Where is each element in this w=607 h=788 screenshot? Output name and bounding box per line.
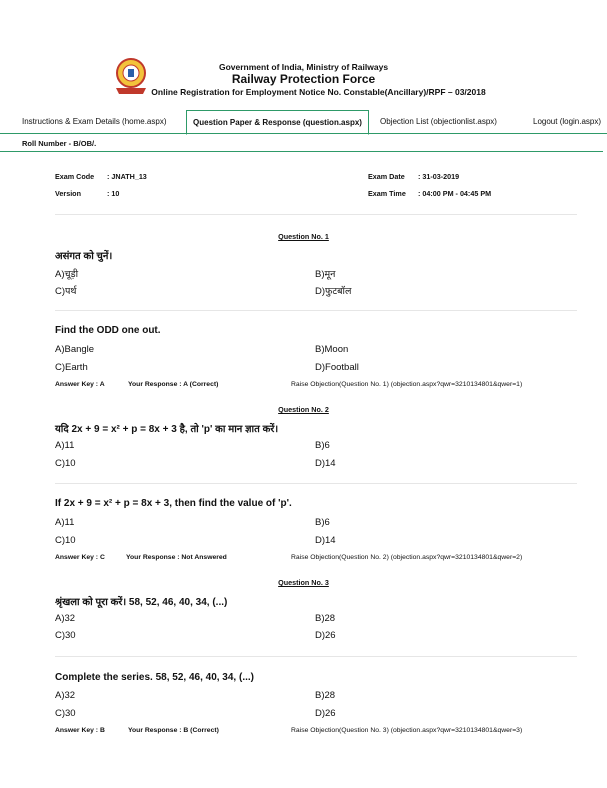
option-c: C)Earth [55, 362, 88, 373]
exam-time-label: Exam Time [368, 189, 406, 198]
answer-key: Answer Key : B [55, 727, 105, 734]
question-text-hindi: यदि 2x + 9 = x² + p = 8x + 3 है, तो 'p' का मान ज्ञात करें। [55, 424, 279, 435]
question-number: Question No. 3 [278, 578, 329, 587]
option-c: C)पर्थ [55, 286, 77, 297]
option-d: D)14 [315, 458, 336, 469]
option-c: C)30 [55, 630, 76, 641]
question-text-english: If 2x + 9 = x² + p = 8x + 3, then find the value of 'p'. [55, 498, 292, 509]
version-label: Version [55, 189, 81, 198]
option-d: D)14 [315, 535, 336, 546]
option-a: A)32 [55, 690, 76, 701]
option-c: C)10 [55, 535, 76, 546]
option-b: B)28 [315, 613, 336, 624]
tab-question-paper[interactable]: Question Paper & Response (question.aspx) [186, 110, 369, 135]
your-response: Your Response : A (Correct) [128, 381, 219, 388]
answer-key: Answer Key : C [55, 554, 105, 561]
option-a: A)Bangle [55, 344, 95, 355]
question-text-english: Find the ODD one out. [55, 325, 161, 336]
question-number: Question No. 1 [278, 232, 329, 241]
tab-logout[interactable]: Logout (login.aspx) [533, 117, 602, 126]
option-a: A)11 [55, 517, 75, 528]
divider [55, 483, 577, 484]
version-value: : 10 [107, 189, 120, 198]
raise-objection-link[interactable]: Raise Objection(Question No. 3) (objection.aspx?qwr=3210134801&qwer=3) [291, 727, 523, 734]
your-response: Your Response : B (Correct) [128, 727, 219, 734]
question-number: Question No. 2 [278, 405, 329, 414]
answer-key: Answer Key : A [55, 381, 105, 388]
option-d: D)Football [315, 362, 359, 373]
option-d: D)फुटबॉल [315, 286, 352, 297]
option-a: A)11 [55, 440, 75, 451]
raise-objection-link[interactable]: Raise Objection(Question No. 1) (objection.aspx?qwr=3210134801&qwer=1) [291, 381, 523, 388]
exam-date-value: : 31-03-2019 [418, 172, 460, 181]
exam-code-label: Exam Code [55, 172, 95, 181]
ministry-title: Government of India, Ministry of Railways [218, 62, 389, 72]
option-c: C)30 [55, 708, 76, 719]
exam-code-value: : JNATH_13 [107, 172, 147, 181]
roll-divider [0, 151, 603, 152]
divider [55, 310, 577, 311]
question-text-hindi: श्रृंखला को पूरा करें। 58, 52, 46, 40, 34, (...) [55, 597, 228, 608]
option-b: B)6 [315, 440, 330, 451]
question-text-english: Complete the series. 58, 52, 46, 40, 34, (...) [55, 672, 254, 683]
option-b: B)मून [315, 269, 336, 280]
option-b: B)28 [315, 690, 336, 701]
question-text-hindi: असंगत को चुनें। [55, 251, 113, 262]
exam-time-value: : 04:00 PM - 04:45 PM [418, 189, 492, 198]
option-a: A)चूड़ी [55, 269, 79, 280]
option-b: B)Moon [315, 344, 349, 355]
exam-date-label: Exam Date [368, 172, 405, 181]
organization-title: Railway Protection Force [231, 72, 376, 86]
option-a: A)32 [55, 613, 76, 624]
option-c: C)10 [55, 458, 76, 469]
your-response: Your Response : Not Answered [126, 554, 227, 561]
option-d: D)26 [315, 708, 336, 719]
divider [55, 656, 577, 657]
option-b: B)6 [315, 517, 330, 528]
meta-divider [55, 214, 577, 215]
tab-instructions[interactable]: Instructions & Exam Details (home.aspx) [22, 117, 167, 126]
raise-objection-link[interactable]: Raise Objection(Question No. 2) (objection.aspx?qwr=3210134801&qwer=2) [291, 554, 523, 561]
tab-bar [0, 110, 607, 134]
tab-objection-list[interactable]: Objection List (objectionlist.aspx) [380, 117, 497, 126]
notice-title: Online Registration for Employment Notice No. Constable(Ancillary)/RPF – 03/2018 [151, 87, 486, 97]
option-d: D)26 [315, 630, 336, 641]
tab-divider [0, 133, 607, 134]
roll-number: Roll Number - B/OB/. [22, 139, 97, 148]
